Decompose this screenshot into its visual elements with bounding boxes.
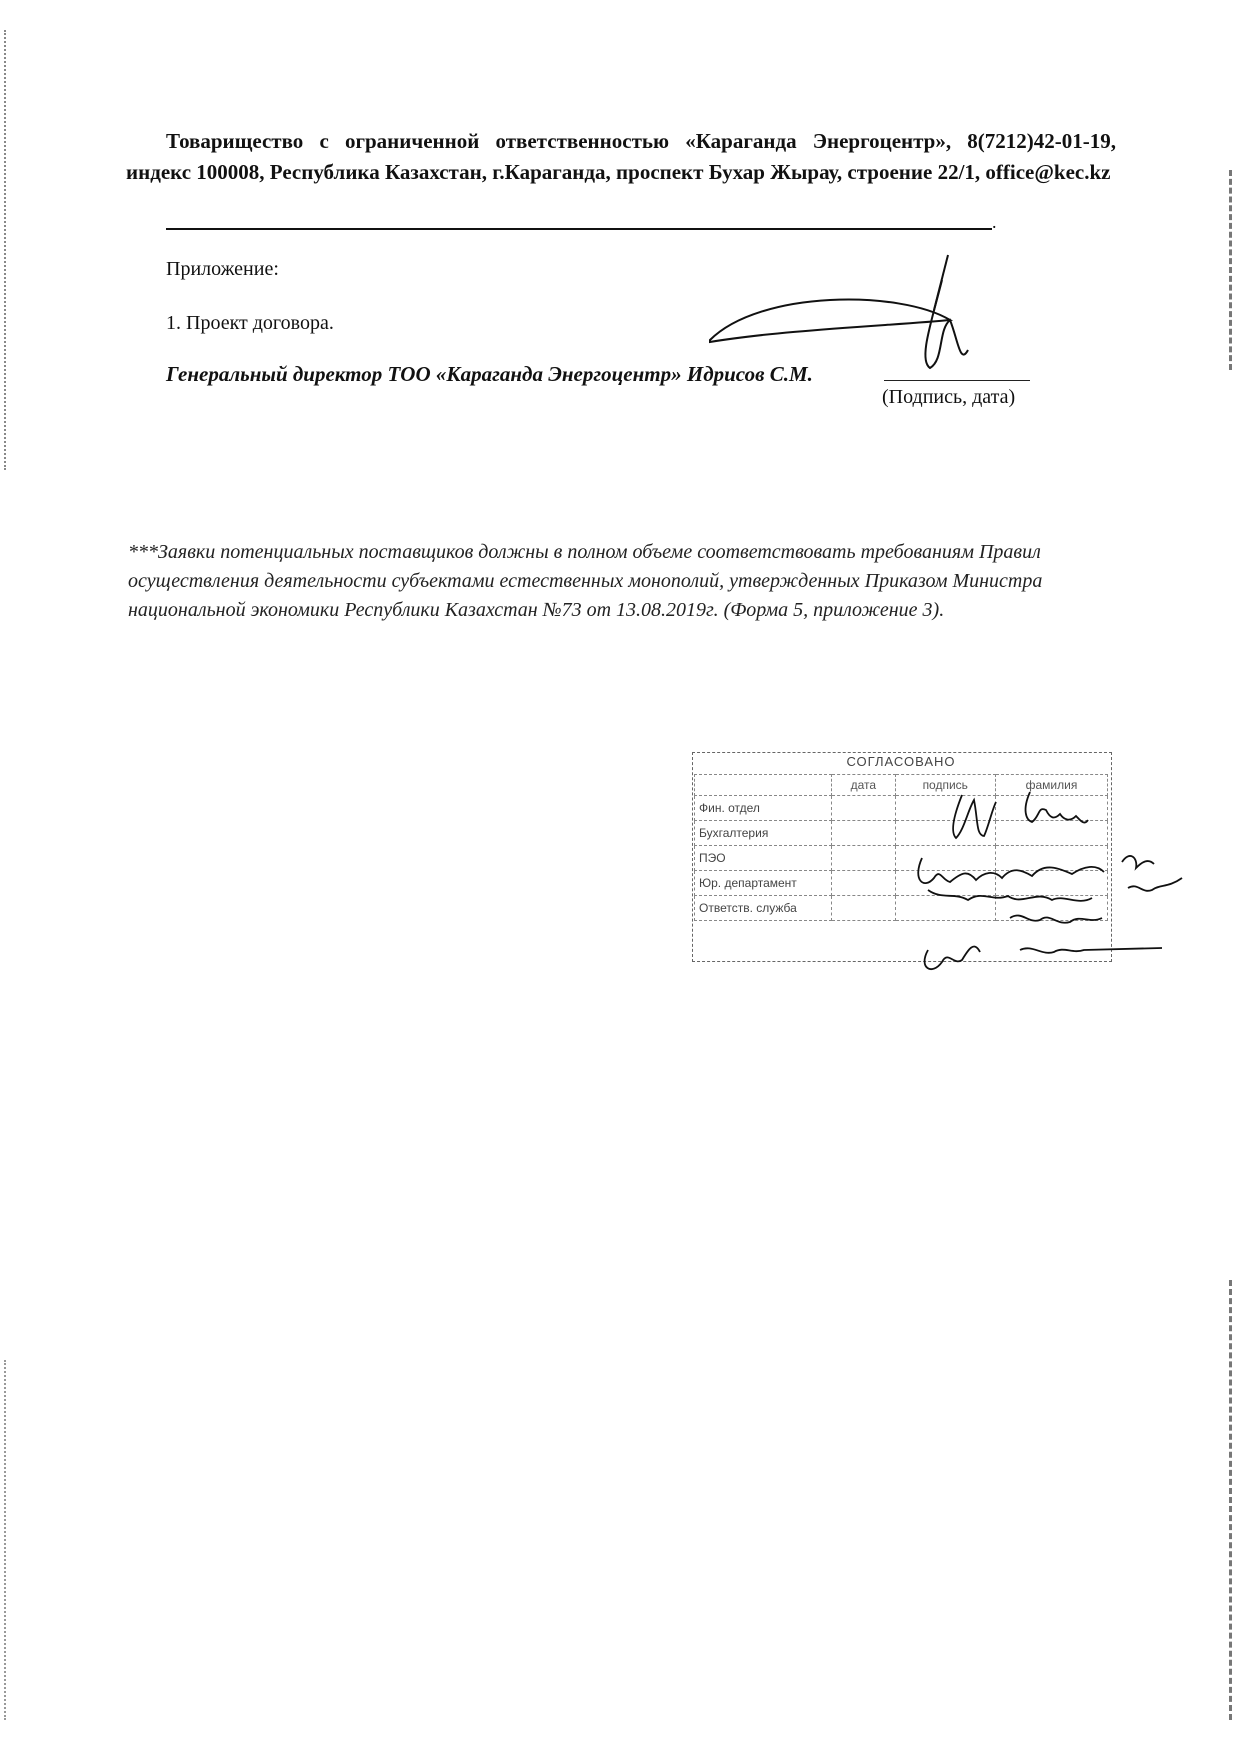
attachments-title: Приложение: <box>166 258 279 280</box>
organization-details <box>126 126 1116 188</box>
scan-edge-artifact <box>4 1360 8 1720</box>
stamp-title: СОГЛАСОВАНО <box>846 754 956 769</box>
stamp-row-label: Юр. департамент <box>695 871 832 896</box>
separator-period: . <box>992 212 997 232</box>
separator-line <box>166 228 992 230</box>
organization-text: Товарищество с ограниченной ответственностью «Караганда Энергоцентр», 8(7212)42-01-19, индекс 100008, Республика Казахстан, г.Караганда, проспект Бухар Жырау, строение 22/1, office@kec.kz <box>126 129 1116 184</box>
stamp-col-date: дата <box>832 775 896 796</box>
director-line: Генеральный директор ТОО «Караганда Энергоцентр» Идрисов С.М. <box>166 362 813 386</box>
scan-edge-artifact <box>1209 170 1232 370</box>
stamp-row-label: Фин. отдел <box>695 796 832 821</box>
stamp-row-label: ПЭО <box>695 846 832 871</box>
approval-stamp <box>692 740 1112 960</box>
director-signature <box>700 250 1040 380</box>
handwritten-signatures <box>692 740 1192 980</box>
scan-edge-artifact <box>1209 1280 1232 1720</box>
signature-caption: (Подпись, дата) <box>882 386 1016 408</box>
stamp-row-label: Бухгалтерия <box>695 821 832 846</box>
stamp-row-label: Ответств. служба <box>695 896 832 921</box>
attachment-item: 1. Проект договора. <box>166 312 334 334</box>
scan-edge-artifact <box>4 30 8 470</box>
requirements-note: ***Заявки потенциальных поставщиков должны в полном объеме соответствовать требованиям Правил осуществления деятельности субъектами естественных монополий, утвержденных Приказом Министра национальной экономики Республики Казахстан №73 от 13.08.2019г. (Форма 5, приложение 3). <box>128 541 1043 621</box>
stamp-col-surname: фамилия <box>995 775 1107 796</box>
stamp-col-signature: подпись <box>895 775 995 796</box>
signature-line <box>884 380 1030 381</box>
